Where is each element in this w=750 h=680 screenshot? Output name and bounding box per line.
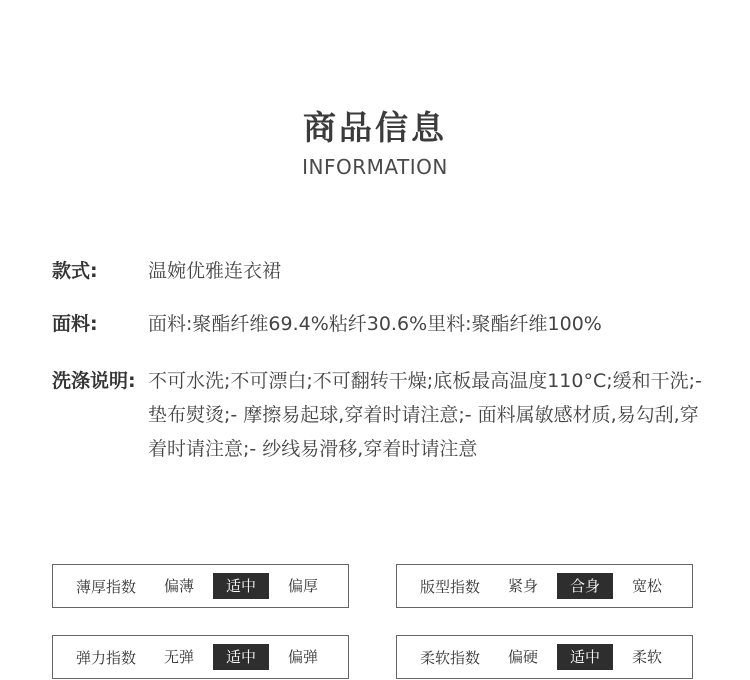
- fit-index-title: 版型指数: [419, 577, 480, 596]
- fabric-value: 面料:聚酯纤维69.4%粘纤30.6%里料:聚酯纤维100%: [148, 313, 602, 335]
- fit-option: 紧身: [507, 577, 538, 595]
- elastic-option: 无弹: [163, 648, 194, 666]
- fit-option: 合身: [557, 573, 613, 599]
- softness-option: 适中: [557, 644, 613, 670]
- wash-label: 洗涤说明:: [52, 370, 136, 392]
- elastic-option: 偏弹: [287, 648, 318, 666]
- style-value: 温婉优雅连衣裙: [148, 260, 282, 282]
- detail-row-style: [52, 254, 712, 288]
- thickness-option: 偏厚: [287, 577, 318, 595]
- elastic-index-title: 弹力指数: [75, 648, 136, 667]
- thickness-index-title: 薄厚指数: [75, 577, 136, 596]
- page-title: 商品信息: [303, 108, 447, 147]
- fit-option: 宽松: [631, 577, 662, 595]
- softness-index: [396, 635, 693, 679]
- detail-row-wash: [52, 364, 712, 466]
- page-subtitle: INFORMATION: [302, 155, 448, 179]
- elastic-index: [52, 635, 349, 679]
- softness-option: 柔软: [631, 648, 662, 666]
- thickness-index: [52, 564, 349, 608]
- thickness-option: 适中: [213, 573, 269, 599]
- section-header: [0, 104, 750, 180]
- wash-value: 不可水洗;不可漂白;不可翻转干燥;底板最高温度110°C;缓和干洗;- 垫布熨烫;- 摩擦易起球,穿着时请注意;- 面料属敏感材质,易勾刮,穿着时请注意;- 纱线易滑移,穿着时请注意: [148, 370, 702, 460]
- thickness-option: 偏薄: [163, 577, 194, 595]
- fit-index: [396, 564, 693, 608]
- fabric-label: 面料:: [52, 313, 98, 335]
- softness-index-title: 柔软指数: [419, 648, 480, 667]
- detail-row-fabric: [52, 307, 712, 341]
- softness-option: 偏硬: [507, 648, 538, 666]
- elastic-option: 适中: [213, 644, 269, 670]
- style-label: 款式:: [52, 260, 98, 282]
